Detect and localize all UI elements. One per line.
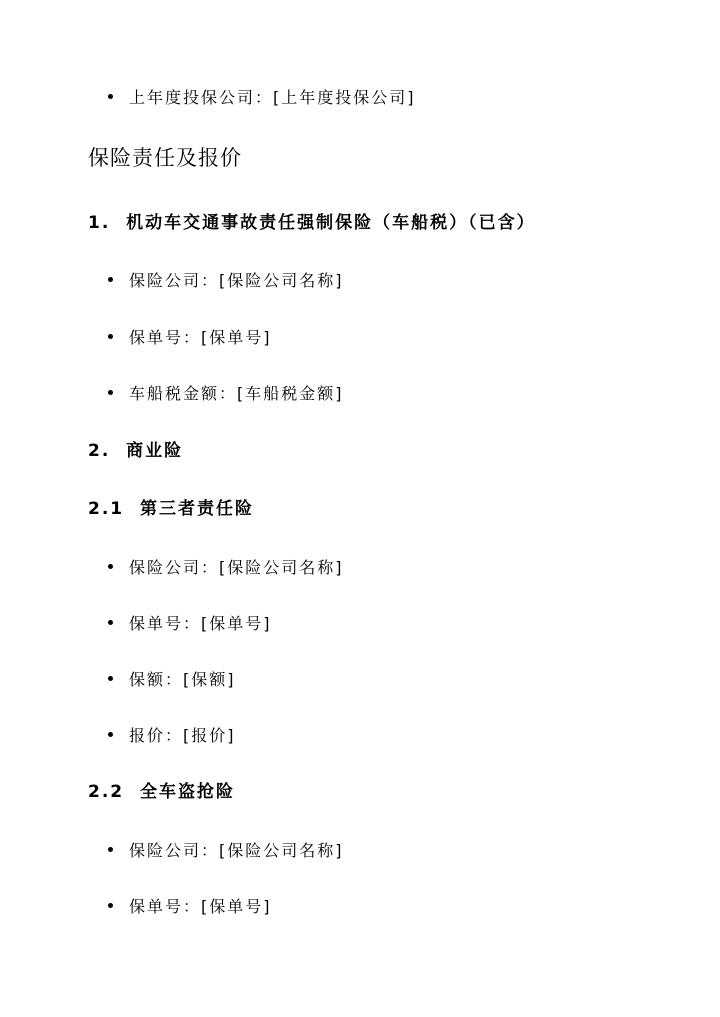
bullet-icon bbox=[108, 390, 113, 395]
list-item-label: 保险公司：[保险公司名称] bbox=[129, 841, 344, 860]
bullet-icon bbox=[108, 564, 113, 569]
heading-number: 2.2 bbox=[88, 782, 125, 802]
bullet-icon bbox=[108, 732, 113, 737]
list-item-label: 保单号：[保单号] bbox=[129, 614, 272, 633]
heading-text: 机动车交通事故责任强制保险（车船税）（已含） bbox=[126, 213, 536, 233]
heading-commercial-insurance bbox=[88, 440, 183, 462]
list-item bbox=[108, 670, 236, 690]
list-item-label: 保单号：[保单号] bbox=[129, 328, 272, 347]
bullet-icon bbox=[108, 903, 113, 908]
list-item bbox=[108, 614, 272, 634]
list-item-label: 报价：[报价] bbox=[129, 726, 236, 745]
bullet-icon bbox=[108, 277, 113, 282]
heading-theft-insurance bbox=[88, 781, 235, 803]
list-item-label: 上年度投保公司：[上年度投保公司] bbox=[129, 88, 416, 107]
bullet-icon bbox=[108, 334, 113, 339]
bullet-icon bbox=[108, 620, 113, 625]
list-item bbox=[108, 558, 344, 578]
list-item bbox=[108, 841, 344, 861]
bullet-icon bbox=[108, 847, 113, 852]
section-title: 保险责任及报价 bbox=[88, 146, 242, 170]
heading-number: 2.1 bbox=[88, 499, 125, 519]
list-item-label: 保险公司：[保险公司名称] bbox=[129, 558, 344, 577]
list-item-label: 保单号：[保单号] bbox=[129, 897, 272, 916]
list-item-label: 保额：[保额] bbox=[129, 670, 236, 689]
heading-text: 商业险 bbox=[126, 441, 184, 461]
bullet-icon bbox=[108, 676, 113, 681]
heading-text: 第三者责任险 bbox=[139, 499, 254, 519]
heading-number: 1. bbox=[88, 213, 111, 233]
list-item-label: 保险公司：[保险公司名称] bbox=[129, 271, 344, 290]
heading-third-party-liability bbox=[88, 498, 254, 520]
heading-compulsory-insurance bbox=[88, 212, 536, 234]
list-item-label: 车船税金额：[车船税金额] bbox=[129, 384, 344, 403]
list-item-previous-insurer bbox=[108, 88, 416, 108]
heading-text: 全车盗抢险 bbox=[139, 782, 235, 802]
bullet-icon bbox=[108, 94, 113, 99]
list-item bbox=[108, 384, 344, 404]
list-item bbox=[108, 726, 236, 746]
list-item bbox=[108, 271, 344, 291]
list-item bbox=[108, 897, 272, 917]
list-item bbox=[108, 328, 272, 348]
heading-number: 2. bbox=[88, 441, 111, 461]
